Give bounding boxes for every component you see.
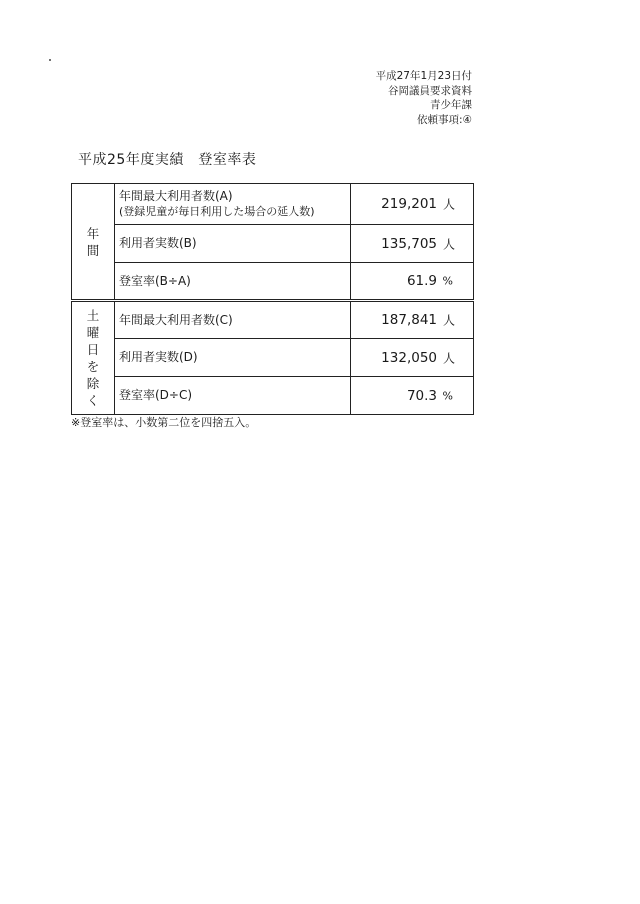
row-value: 61.9: [406, 273, 437, 289]
row-label-sub: (登録児童が毎日利用した場合の延人数): [119, 205, 315, 218]
group-header-char: 土: [86, 308, 100, 323]
row-value-cell: [351, 263, 474, 301]
usage-table: [71, 183, 473, 412]
scan-speck: [49, 59, 51, 61]
group-header-char: 日: [86, 342, 100, 357]
table-row: [72, 263, 474, 301]
row-unit: 人: [442, 197, 455, 212]
header-block: [376, 69, 472, 127]
document-department: 青少年課: [430, 99, 472, 111]
document-item-number: 依頼事項:④: [417, 113, 472, 126]
row-unit: 人: [442, 313, 455, 328]
row-unit: %: [442, 274, 453, 288]
row-unit: 人: [442, 237, 455, 251]
row-unit: 人: [442, 351, 455, 365]
row-label: 利用者実数(B): [115, 225, 351, 263]
table-row: [72, 184, 474, 225]
row-label: [115, 184, 351, 225]
table-row: [72, 225, 474, 263]
group-header-char: 年: [86, 225, 100, 241]
row-label: 登室率(B÷A): [115, 263, 351, 301]
document-date: 平成27年1月23日付: [375, 70, 472, 82]
row-label: 利用者実数(D): [115, 339, 351, 377]
row-label: 年間最大利用者数(C): [115, 301, 351, 339]
document-title: 平成25年度実績 登室率表: [78, 152, 257, 168]
row-value-cell: [351, 339, 474, 377]
row-value: 219,201: [381, 196, 437, 212]
group-header-char: を: [86, 359, 100, 374]
row-label-main: 年間最大利用者数(A): [119, 189, 233, 203]
row-label: 登室率(D÷C): [115, 377, 351, 415]
row-value-cell: [351, 301, 474, 339]
group-header-annual: [72, 184, 115, 301]
row-value-cell: [351, 184, 474, 225]
group-header-excluding-saturday: [72, 301, 115, 415]
document-requester: 谷岡議員要求資料: [388, 84, 472, 97]
row-value: 132,050: [381, 349, 437, 366]
table-row: [72, 377, 474, 415]
row-value-cell: [351, 225, 474, 263]
group-header-char: く: [86, 393, 100, 408]
row-value: 187,841: [381, 312, 437, 328]
group-header-char: 曜: [86, 325, 100, 340]
table-row: [72, 339, 474, 377]
group-header-char: 除: [86, 376, 100, 391]
row-value: 70.3: [406, 387, 437, 404]
footnote: ※登室率は、小数第二位を四捨五入。: [71, 416, 257, 429]
table-row: [72, 301, 474, 339]
row-unit: %: [442, 389, 453, 402]
row-value-cell: [351, 377, 474, 415]
row-value: 135,705: [381, 235, 437, 252]
group-header-char: 間: [86, 242, 100, 258]
